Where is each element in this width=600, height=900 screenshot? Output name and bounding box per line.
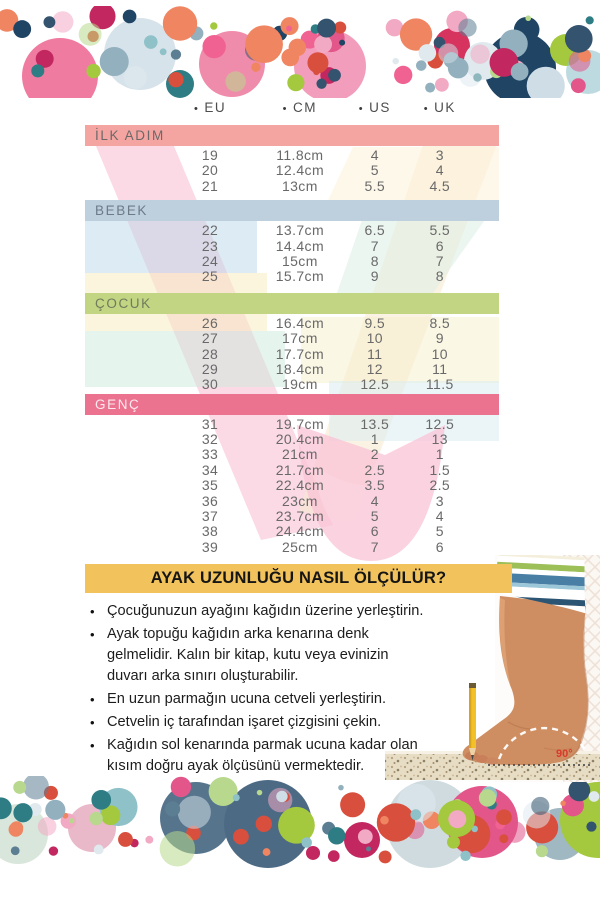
size-cell-eu: 32 [201, 431, 219, 448]
confetti-dot [79, 23, 102, 46]
size-cell-us: 9.5 [364, 314, 386, 331]
size-cell-eu: 22 [201, 222, 219, 239]
size-cell-eu: 26 [201, 314, 219, 331]
confetti-dot [340, 792, 365, 817]
confetti-dot [9, 822, 24, 837]
size-cell-cm: 16.4cm [275, 314, 325, 331]
confetti-dot [145, 836, 153, 844]
guide-title: AYAK UZUNLUĞU NASIL ÖLÇÜLÜR? [85, 564, 512, 593]
size-row [85, 524, 499, 539]
size-cell-eu: 39 [201, 538, 219, 555]
size-cell-uk: 5 [435, 523, 444, 540]
confetti-dot [571, 78, 586, 93]
confetti-dot [43, 16, 55, 28]
confetti-dot [144, 35, 158, 49]
confetti-dot [316, 79, 326, 89]
size-cell-uk: 1.5 [429, 461, 451, 478]
section-bar-4: GENÇ [85, 394, 499, 415]
confetti-dot [328, 850, 340, 862]
section-bar-2: BEBEK [85, 200, 499, 221]
guide-bullet-text: Cetvelin iç tarafından işaret çizgisini çekin. [107, 714, 382, 730]
bullet-icon: • [282, 103, 289, 115]
confetti-dot [379, 850, 392, 863]
confetti-dot [328, 69, 341, 82]
confetti-dot [560, 801, 566, 807]
confetti-dot [286, 26, 292, 32]
confetti-dot [317, 19, 336, 38]
bullet-icon: • [90, 715, 95, 730]
size-row [85, 163, 499, 178]
size-cell-uk: 7 [435, 252, 444, 269]
size-cell-eu: 23 [201, 237, 219, 254]
size-cell-cm: 17cm [281, 330, 318, 347]
size-cell-cm: 23cm [281, 492, 318, 509]
guide-bullet-item [88, 735, 430, 777]
size-cell-uk: 13 [431, 431, 448, 448]
size-row [85, 254, 499, 269]
size-cell-us: 8 [370, 252, 379, 269]
confetti-dot [263, 848, 271, 856]
confetti-dot [281, 49, 299, 67]
confetti-dot [38, 817, 57, 836]
confetti-dot [416, 60, 427, 71]
guide-bullet-text: Çocuğunuzun ayağını kağıdın üzerine yerleştirin. [107, 603, 424, 619]
confetti-dot [245, 25, 283, 63]
guide-bullet-text: En uzun parmağın ucuna cetveli yerleştirin. [107, 691, 387, 707]
size-row [85, 447, 499, 462]
size-row [85, 362, 499, 377]
confetti-dot [589, 791, 600, 802]
size-cell-uk: 8.5 [429, 314, 451, 331]
confetti-dot [525, 15, 531, 21]
confetti-dot [536, 845, 548, 857]
confetti-dot [565, 25, 593, 53]
size-cell-eu: 34 [201, 461, 219, 478]
size-cell-uk: 4 [435, 508, 444, 525]
size-cell-cm: 15cm [281, 252, 318, 269]
confetti-dot [160, 48, 167, 55]
size-row [85, 432, 499, 447]
confetti-dot [366, 846, 371, 851]
confetti-dot [435, 78, 449, 92]
guide-bullet-item [88, 601, 430, 622]
size-cell-us: 4 [370, 147, 379, 163]
size-cell-uk: 9 [435, 330, 444, 347]
size-cell-eu: 38 [201, 523, 219, 540]
confetti-dot [171, 49, 181, 59]
size-cell-eu: 33 [201, 446, 219, 463]
section-bar-3: ÇOCUK [85, 293, 499, 314]
confetti-dot [256, 816, 272, 832]
size-cell-uk: 3 [435, 492, 444, 509]
confetti-dot [251, 63, 260, 72]
size-cell-uk: 6 [435, 538, 444, 555]
confetti-dot [460, 851, 470, 861]
size-cell-us: 3.5 [364, 477, 386, 494]
confetti-dot [438, 43, 458, 63]
confetti-dot [171, 777, 191, 797]
size-cell-us: 7 [370, 237, 379, 254]
bullet-icon: • [90, 604, 95, 619]
size-table [85, 125, 499, 555]
size-row [85, 316, 499, 331]
confetti-dot [13, 781, 26, 794]
size-cell-eu: 25 [201, 268, 219, 285]
confetti-dot [287, 74, 304, 91]
size-cell-us: 5 [370, 162, 379, 179]
size-cell-us: 12 [366, 360, 383, 377]
confetti-dot [499, 834, 508, 843]
angle-badge: 90° [556, 748, 573, 760]
size-cell-uk: 10 [431, 345, 448, 362]
confetti-dot [203, 35, 226, 58]
confetti-dot [358, 829, 373, 844]
confetti-dot [447, 836, 460, 849]
size-cell-uk: 12.5 [425, 415, 455, 432]
size-cell-cm: 22.4cm [275, 477, 325, 494]
size-cell-cm: 19cm [281, 376, 318, 393]
confetti-dot [448, 810, 466, 828]
size-table-column-headers [85, 100, 499, 120]
confetti-dot [301, 837, 312, 848]
size-cell-us: 10 [366, 330, 383, 347]
confetti-dot [123, 10, 137, 24]
confetti-dot [410, 809, 421, 820]
confetti-dot [380, 816, 389, 825]
size-row [85, 494, 499, 509]
confetti-dot [165, 801, 180, 816]
confetti-dot [160, 831, 195, 866]
confetti-dot [419, 44, 437, 62]
size-cell-eu: 29 [201, 360, 219, 377]
confetti-dot [94, 845, 104, 855]
column-header-uk [424, 100, 456, 115]
size-cell-uk: 11.5 [425, 376, 454, 393]
section-rows [85, 223, 499, 285]
confetti-dot [473, 65, 479, 71]
size-cell-us: 6 [370, 523, 379, 540]
column-header-label: CM [293, 100, 318, 115]
confetti-dot [11, 846, 20, 855]
confetti-dot [425, 83, 435, 93]
size-row [85, 331, 499, 346]
size-cell-eu: 21 [201, 177, 219, 194]
size-cell-cm: 21cm [281, 446, 318, 463]
size-row [85, 148, 499, 163]
size-cell-uk: 4 [435, 162, 444, 179]
confetti-dot [276, 791, 287, 802]
size-cell-uk: 1 [435, 446, 444, 463]
size-row [85, 223, 499, 238]
size-cell-cm: 13.7cm [275, 222, 325, 239]
confetti-dot [314, 35, 332, 53]
column-header-eu [194, 100, 226, 115]
confetti-dot [496, 809, 512, 825]
guide-bullet-text: Ayak topuğu kağıdın arka kenarına denk gelmelidir. Kalın bir kitap, kutu veya evinizin duvarı arka sınırı oluşturabilir. [107, 626, 389, 684]
top-confetti-dots-band [0, 6, 600, 98]
size-cell-cm: 19.7cm [275, 415, 325, 432]
guide-bullet-list [88, 601, 430, 779]
confetti-dot [13, 20, 31, 38]
size-row [85, 239, 499, 254]
confetti-dot [257, 790, 262, 795]
size-cell-cm: 15.7cm [275, 268, 325, 285]
size-cell-us: 4 [370, 492, 379, 509]
size-cell-eu: 27 [201, 330, 219, 347]
confetti-dot [168, 72, 183, 87]
size-row [85, 509, 499, 524]
size-cell-cm: 11.8cm [276, 147, 324, 163]
confetti-dot [118, 832, 133, 847]
size-cell-us: 5 [370, 508, 379, 525]
confetti-dot [86, 64, 100, 78]
pencil-icon [469, 683, 476, 761]
size-cell-us: 9 [370, 268, 379, 285]
confetti-dot [163, 6, 197, 40]
confetti-dot [313, 69, 319, 75]
guide-bullet-item [88, 624, 430, 687]
size-cell-eu: 35 [201, 477, 219, 494]
confetti-dot [511, 63, 529, 81]
confetti-dot [69, 818, 74, 823]
confetti-dot [394, 66, 412, 84]
section-rows [85, 148, 499, 194]
confetti-dot [392, 58, 398, 64]
size-cell-uk: 6 [435, 237, 444, 254]
size-cell-eu: 20 [201, 162, 219, 179]
size-cell-cm: 20.4cm [275, 431, 325, 448]
bullet-icon: • [90, 738, 95, 753]
size-cell-cm: 13cm [281, 177, 318, 194]
size-row [85, 269, 499, 284]
size-row [85, 540, 499, 555]
confetti-dot [178, 796, 211, 829]
column-header-us [359, 100, 391, 115]
confetti-dot [586, 16, 594, 24]
confetti-dot [339, 40, 345, 46]
guide-bullet-item [88, 712, 430, 733]
column-header-label: US [369, 100, 391, 115]
bullet-icon: • [358, 103, 365, 115]
size-row [85, 478, 499, 493]
size-cell-uk: 4.5 [429, 177, 451, 194]
confetti-dot [225, 71, 245, 91]
confetti-dot [233, 794, 240, 801]
size-cell-eu: 19 [201, 147, 219, 163]
size-cell-us: 1 [370, 431, 379, 448]
bullet-icon: • [423, 103, 430, 115]
confetti-dot [49, 846, 58, 855]
confetti-dot [210, 22, 217, 29]
confetti-dot [13, 803, 32, 822]
bullet-icon: • [90, 692, 95, 707]
size-cell-uk: 11 [432, 360, 448, 377]
confetti-dot [479, 789, 496, 806]
size-row [85, 347, 499, 362]
confetti-dot [531, 797, 549, 815]
size-cell-cm: 18.4cm [275, 360, 325, 377]
size-cell-eu: 37 [201, 508, 219, 525]
confetti-dot [338, 785, 344, 791]
column-header-cm [283, 100, 317, 115]
size-cell-cm: 25cm [281, 538, 318, 555]
size-cell-uk: 2.5 [429, 477, 451, 494]
guide-bullet-item [88, 689, 430, 710]
confetti-dot [31, 64, 44, 77]
section-rows [85, 316, 499, 393]
size-cell-eu: 36 [201, 492, 219, 509]
confetti-dot [306, 846, 320, 860]
size-cell-cm: 21.7cm [275, 461, 325, 478]
confetti-dot [124, 66, 147, 89]
confetti-dot [100, 47, 129, 76]
size-cell-us: 7 [370, 538, 379, 555]
size-cell-uk: 8 [435, 268, 444, 285]
size-cell-us: 6.5 [364, 222, 386, 239]
size-cell-uk: 5.5 [429, 222, 451, 239]
confetti-dot [328, 827, 345, 844]
confetti-dot [45, 800, 65, 820]
bullet-icon: • [90, 627, 95, 642]
confetti-dot [89, 812, 102, 825]
size-cell-us: 13.5 [360, 415, 390, 432]
size-cell-eu: 30 [201, 376, 219, 393]
size-row [85, 417, 499, 432]
size-cell-us: 5.5 [364, 177, 386, 194]
column-header-label: EU [204, 100, 227, 115]
confetti-dot [458, 19, 476, 37]
size-cell-us: 12.5 [360, 376, 390, 393]
column-header-label: UK [434, 100, 456, 115]
confetti-dot [586, 821, 596, 831]
confetti-dot [470, 44, 489, 63]
size-row [85, 377, 499, 392]
size-cell-eu: 31 [201, 415, 219, 432]
size-cell-cm: 17.7cm [275, 345, 325, 362]
section-bar-1: İLK ADIM [85, 125, 499, 146]
confetti-dot [233, 829, 249, 845]
size-cell-uk: 3 [435, 147, 444, 163]
size-cell-cm: 23.7cm [275, 508, 325, 525]
size-cell-eu: 24 [201, 252, 219, 269]
baby-leg [463, 596, 589, 765]
size-cell-us: 2.5 [364, 461, 386, 478]
size-cell-cm: 24.4cm [275, 523, 325, 540]
size-cell-us: 2 [370, 446, 379, 463]
bullet-icon: • [193, 103, 200, 115]
confetti-dot [209, 777, 238, 806]
size-row [85, 179, 499, 194]
size-cell-us: 11 [367, 345, 383, 362]
confetti-dot [91, 790, 111, 810]
size-cell-cm: 14.4cm [275, 237, 325, 254]
size-cell-cm: 12.4cm [275, 162, 325, 179]
section-rows [85, 417, 499, 556]
size-row [85, 463, 499, 478]
guide-bullet-text: Kağıdın sol kenarında parmak ucuna kadar olan kısım doğru ayak ölçüsünü vermektedir. [107, 737, 418, 774]
size-cell-eu: 28 [201, 345, 219, 362]
